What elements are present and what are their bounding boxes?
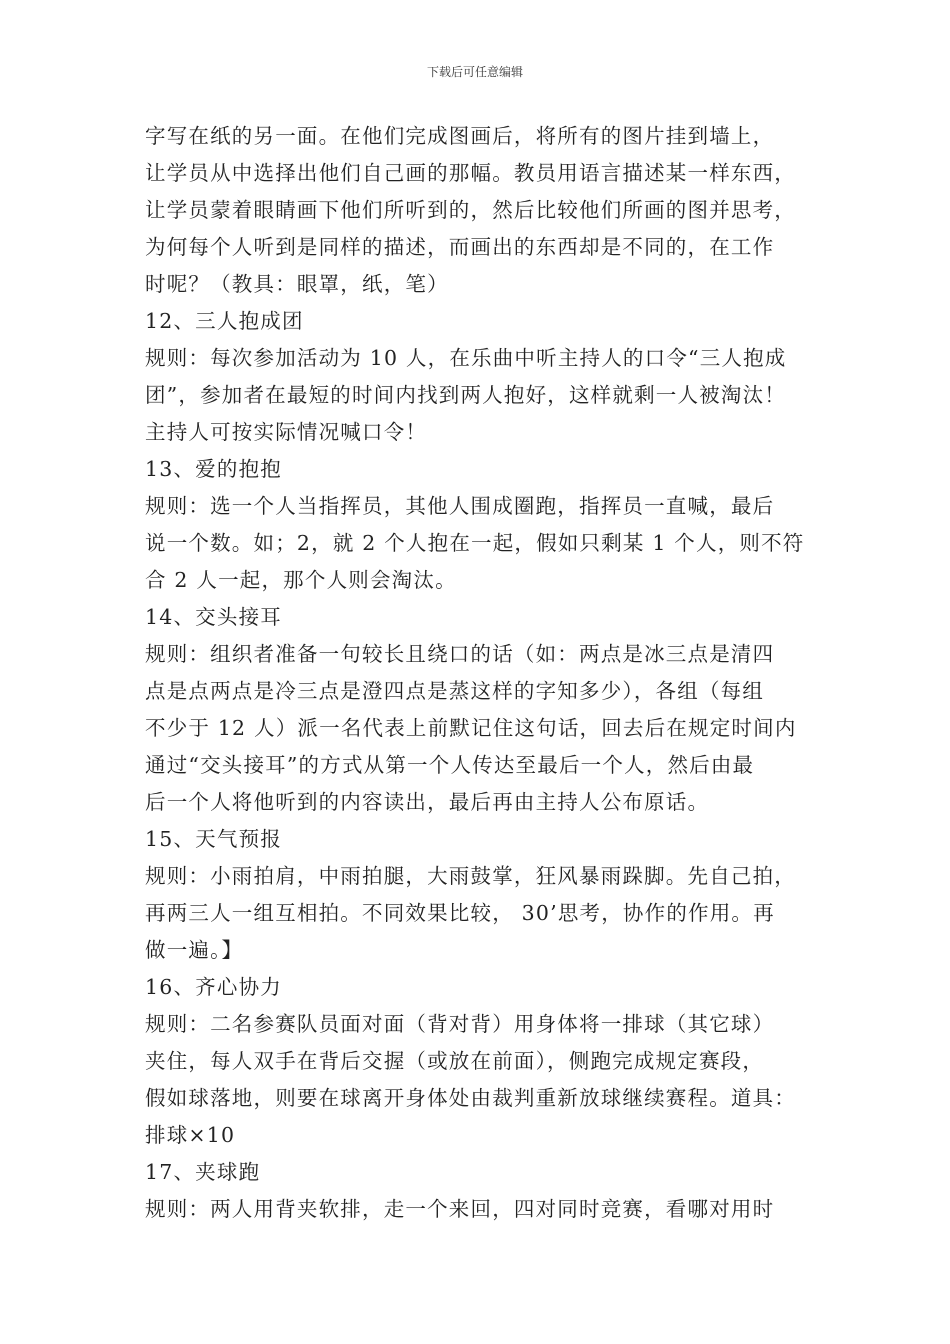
text-line: 为何每个人听到是同样的描述，而画出的东西却是不同的，在工作 <box>145 235 775 259</box>
text-line: 通过“交头接耳”的方式从第一个人传达至最后一个人，然后由最 <box>145 753 755 777</box>
text-line: 说一个数。如；2，就 2 个人抱在一起，假如只剩某 1 个人，则不符 <box>145 531 805 555</box>
text-line: 让学员从中选择出他们自己画的那幅。教员用语言描述某一样东西， <box>145 161 796 185</box>
section-heading: 12、三人抱成团 <box>145 309 304 333</box>
text-line: 时呢？（教具：眼罩，纸，笔） <box>145 272 449 296</box>
text-line: 不少于 12 人）派一名代表上前默记住这句话，回去后在规定时间内 <box>145 716 797 740</box>
section-heading: 16、齐心协力 <box>145 975 282 999</box>
text-line: 让学员蒙着眼睛画下他们所听到的，然后比较他们所画的图并思考， <box>145 198 796 222</box>
text-line: 团”，参加者在最短的时间内找到两人抱好，这样就剩一人被淘汰！ <box>145 383 786 407</box>
text-line: 规则：选一个人当指挥员，其他人围成圈跑，指挥员一直喊，最后 <box>145 494 775 518</box>
text-line: 排球×10 <box>145 1123 236 1147</box>
text-line: 主持人可按实际情况喊口令！ <box>145 420 428 444</box>
text-line: 点是点两点是冷三点是澄四点是蒸这样的字知多少），各组（每组 <box>145 679 765 703</box>
section-heading: 17、夹球跑 <box>145 1160 261 1184</box>
text-line: 后一个人将他听到的内容读出，最后再由主持人公布原话。 <box>145 790 710 814</box>
text-line: 规则：两人用背夹软排，走一个来回，四对同时竞赛，看哪对用时 <box>145 1197 775 1221</box>
section-heading: 15、天气预报 <box>145 827 282 851</box>
text-line: 夹住，每人双手在背后交握（或放在前面），侧跑完成规定赛段， <box>145 1049 765 1073</box>
page-header: 下载后可任意编辑 <box>426 65 523 79</box>
text-line: 合 2 人一起，那个人则会淘汰。 <box>145 568 457 592</box>
text-line: 规则：每次参加活动为 10 人，在乐曲中听主持人的口令“三人抱成 <box>145 346 787 370</box>
text-line: 规则：二名参赛队员面对面（背对背）用身体将一排球（其它球） <box>145 1012 775 1036</box>
text-line: 规则：小雨拍肩，中雨拍腿，大雨鼓掌，狂风暴雨跺脚。先自己拍， <box>145 864 796 888</box>
section-heading: 13、爱的抱抱 <box>145 457 282 481</box>
section-heading: 14、交头接耳 <box>145 605 282 629</box>
text-line: 规则：组织者准备一句较长且绕口的话（如：两点是冰三点是清四 <box>145 642 775 666</box>
text-line: 再两三人一组互相拍。不同效果比较， 30’思考，协作的作用。再 <box>145 901 775 925</box>
document-body <box>145 118 835 1228</box>
text-line: 字写在纸的另一面。在他们完成图画后，将所有的图片挂到墙上， <box>145 124 775 148</box>
text-line: 假如球落地，则要在球离开身体处由裁判重新放球继续赛程。道具： <box>145 1086 796 1110</box>
text-line: 做一遍。】 <box>145 938 244 962</box>
